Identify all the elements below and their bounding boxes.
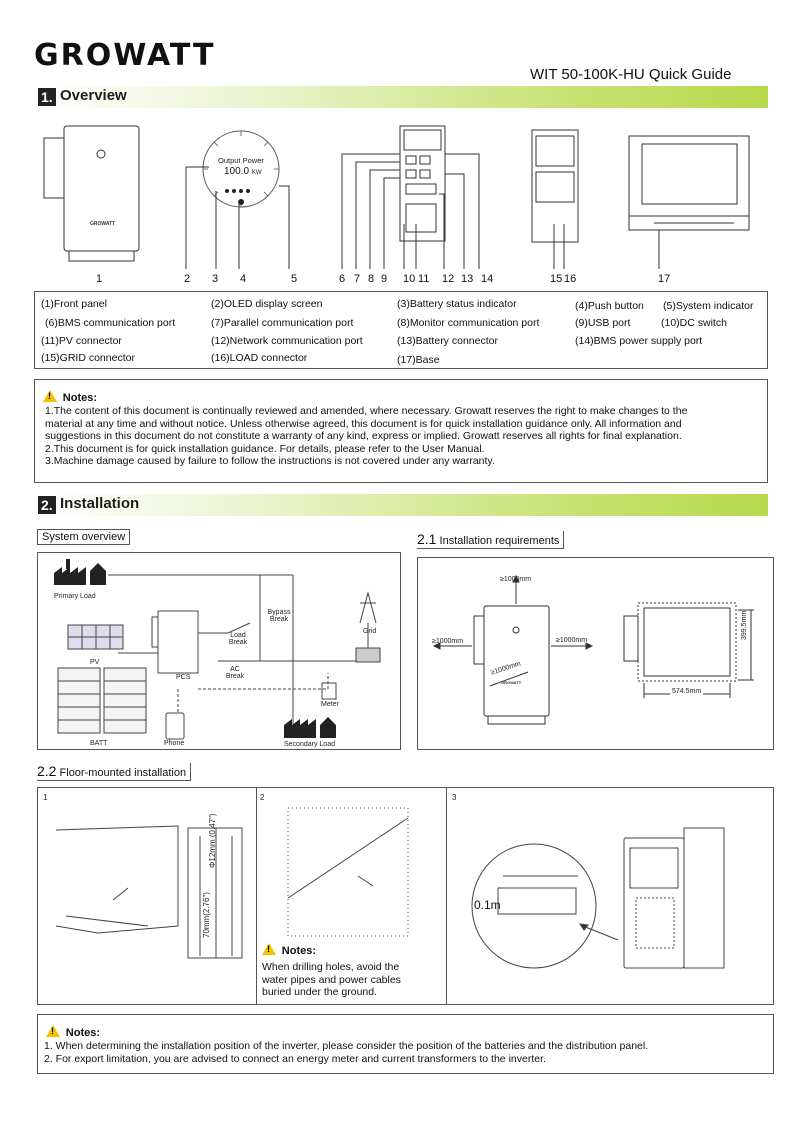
step-number-3: 3	[452, 793, 457, 802]
callout-number: 10	[403, 273, 416, 285]
legend-item: (8)Monitor communication port	[397, 317, 540, 329]
drill-diameter	[208, 813, 217, 868]
note-line: buried under the ground.	[262, 986, 378, 998]
callout-number: 1	[96, 273, 103, 285]
note-line: 1. When determining the installation position of the inverter, please consider the position of the batteries and the distribution panel.	[44, 1040, 649, 1052]
display-value-number: 100.0	[224, 166, 250, 177]
label-meter: Meter	[321, 701, 339, 708]
subsection-floor-mounted	[37, 763, 191, 781]
note-line: material at any time and without notice. Unless otherwise agreed, this document is for quick installation guidance only. All information and	[45, 417, 682, 430]
subsection-title: Floor-mounted installation	[59, 767, 187, 779]
callout-number: 13	[461, 273, 474, 285]
svg-text:GROWATT: GROWATT	[501, 680, 522, 685]
callout-number: 12	[442, 273, 455, 285]
overview-drawings	[34, 114, 768, 284]
callout-number: 11	[418, 273, 430, 285]
legend-item: (1)Front panel	[41, 298, 107, 310]
subsection-installation-requirements	[417, 531, 564, 549]
label-batt: BATT	[90, 740, 108, 747]
system-diagram-svg	[38, 553, 402, 751]
label-grid: Grid	[363, 628, 377, 635]
section-banner-installation	[34, 494, 768, 516]
subsection-title: Installation requirements	[439, 535, 560, 547]
clearance-front: ≥1000mm	[490, 660, 522, 677]
callout-number: 16	[564, 273, 577, 285]
legend-item: (11)PV connector	[41, 335, 122, 347]
legend-item: (4)Push button	[575, 300, 644, 312]
callout-number: 4	[240, 273, 247, 285]
drilling-note-title-text: Notes:	[281, 945, 317, 957]
step-number-2: 2	[260, 793, 265, 802]
section-title: Overview	[60, 87, 127, 104]
subsection-number: 2.2	[37, 763, 57, 779]
drill-depth: 70mm(2.76")	[202, 892, 211, 938]
notes-title-text: Notes:	[65, 1027, 101, 1039]
clearance-left: ≥1000mm	[432, 638, 464, 645]
callout-number: 7	[354, 273, 361, 285]
drilling-note-title	[262, 943, 442, 957]
callout-number: 14	[481, 273, 494, 285]
subsection-number: 2.1	[417, 531, 437, 547]
legend-item: (12)Network communication port	[211, 335, 363, 347]
svg-text:GROWATT: GROWATT	[90, 221, 116, 227]
system-overview-tab: System overview	[37, 529, 130, 545]
callout-number: 6	[339, 273, 346, 285]
legend-item: (9)USB port	[575, 317, 631, 329]
display-unit: KW	[251, 170, 262, 176]
growatt-logo	[34, 38, 215, 73]
system-overview-diagram	[37, 552, 401, 750]
section-number: 1.	[38, 88, 56, 106]
notes-title-text: Notes:	[62, 392, 98, 404]
label-ac-break: AC Break	[225, 666, 245, 680]
label-pv: PV	[90, 659, 100, 666]
dimension-height: 399.5mm	[741, 610, 748, 640]
notes-box-installation	[37, 1014, 774, 1074]
note-line: water pipes and power cables	[262, 973, 401, 986]
callout-number: 15	[550, 273, 563, 285]
legend-item: (6)BMS communication port	[45, 317, 176, 329]
display-value	[224, 166, 261, 177]
legend-item: (5)System indicator	[663, 300, 754, 312]
callout-number: 8	[368, 273, 375, 285]
drill-diameter-in: (0.47")	[208, 813, 217, 838]
note-line: 2. For export limitation, you are advised to connect an energy meter and current transformers to the inverter.	[44, 1052, 546, 1065]
note-line: suggestions in this document do not constitute a warranty of any kind, express or implied. Growatt reserves all rights for final explanation.	[45, 430, 682, 442]
warning-icon	[43, 390, 57, 402]
step-number-1: 1	[43, 793, 48, 802]
drilling-note	[262, 943, 442, 999]
callout-number: 9	[381, 273, 388, 285]
label-load-break: Load Break	[228, 632, 248, 646]
warning-icon	[46, 1025, 60, 1037]
label-bypass-break: Bypass Break	[267, 609, 291, 623]
section-banner-overview	[34, 86, 768, 108]
installation-requirements-diagram	[417, 557, 774, 750]
clearance-0-1m: 0.1m	[474, 898, 501, 912]
callout-number: 17	[658, 273, 671, 285]
clearance-top: ≥1000mm	[500, 576, 532, 583]
callout-number: 2	[184, 273, 191, 285]
note-line: 2.This document is for quick installation guidance. For details, please refer to the User Manual.	[45, 442, 485, 455]
drilling-note-text	[262, 961, 442, 999]
clearance-diagram-svg	[418, 558, 775, 751]
label-pcs: PCS	[176, 674, 191, 681]
floor-mounted-steps	[37, 787, 774, 1005]
dimension-width: 574.5mm	[672, 688, 702, 695]
legend-item: (2)OLED display screen	[211, 298, 323, 310]
overview-drawing-svg	[34, 114, 768, 284]
drill-diameter-mm: Φ12mm	[208, 839, 217, 868]
note-line: 3.Machine damage caused by failure to follow the instructions is not covered under any warranty.	[45, 455, 495, 467]
warning-icon	[262, 943, 276, 955]
notes-box-general	[34, 379, 768, 483]
notes-text	[44, 1040, 764, 1065]
label-primary-load: Primary Load	[54, 593, 96, 600]
legend-item: (15)GRID connector	[41, 352, 135, 364]
legend-item: (7)Parallel communication port	[211, 317, 354, 329]
legend-item: (16)LOAD connector	[211, 352, 308, 364]
section-title: Installation	[60, 495, 140, 512]
note-line: When drilling holes, avoid the	[262, 961, 400, 973]
display-label: Output Power	[218, 156, 264, 165]
notes-title	[43, 390, 97, 404]
clearance-right: ≥1000mm	[556, 637, 588, 644]
notes-title	[46, 1025, 100, 1039]
notes-text	[45, 405, 761, 468]
section-number: 2.	[38, 496, 56, 514]
legend-item: (17)Base	[397, 354, 440, 366]
logo-text: GROWATT	[34, 38, 216, 73]
label-phone: Phone	[164, 740, 185, 747]
document-title: WIT 50-100K-HU Quick Guide	[530, 66, 732, 83]
legend-table	[34, 291, 768, 369]
callout-number: 3	[212, 273, 219, 285]
legend-item: (10)DC switch	[661, 317, 727, 329]
callout-number: 5	[291, 273, 298, 285]
legend-item: (14)BMS power supply port	[575, 335, 703, 347]
label-secondary-load: Secondary Load	[284, 741, 335, 748]
legend-item: (13)Battery connector	[397, 335, 498, 347]
legend-item: (3)Battery status indicator	[397, 298, 517, 310]
note-line: 1.The content of this document is continually reviewed and amended, where necessary. Growatt reserves the right to make changes to the	[45, 405, 688, 417]
